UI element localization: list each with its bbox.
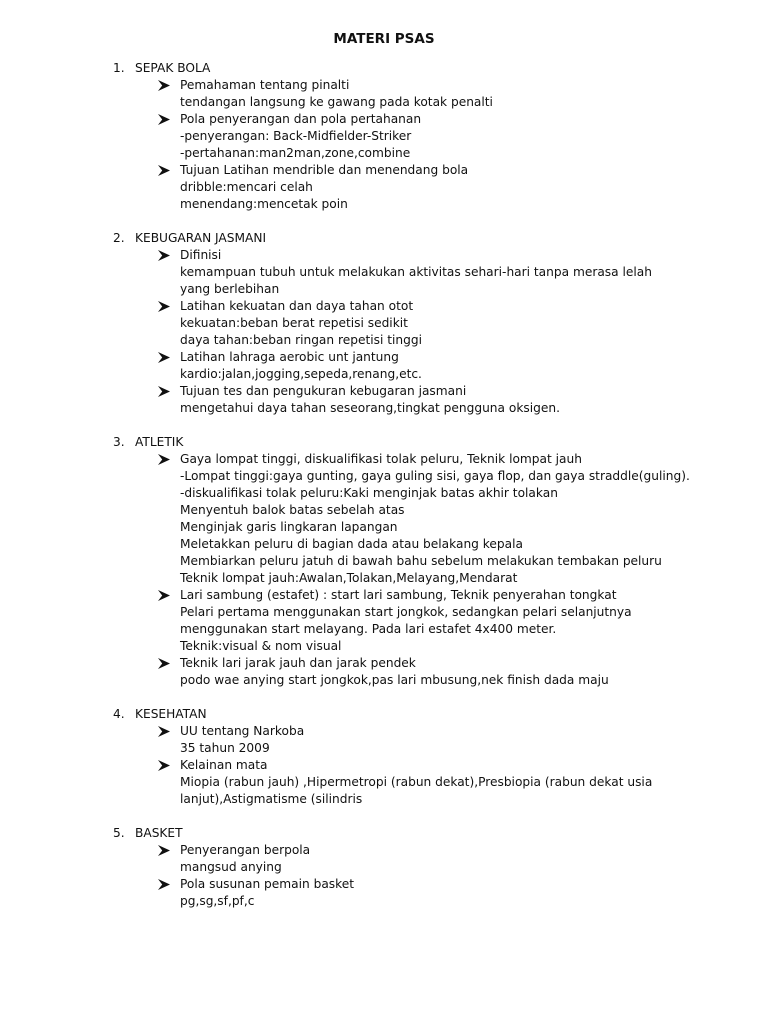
- bullet-item: [0, 383, 768, 417]
- arrowhead-bullet-icon: [158, 757, 172, 774]
- bullet-text: Latihan kekuatan dan daya tahan otot: [180, 299, 414, 313]
- bullet-text: Latihan lahraga aerobic unt jantung: [180, 350, 399, 364]
- bullet-text: Lari sambung (estafet) : start lari sambung, Teknik penyerahan tongkat: [180, 588, 617, 602]
- bullet-detail-line: 35 tahun 2009: [180, 741, 270, 755]
- arrowhead-bullet-icon: [158, 162, 172, 179]
- bullet-detail-line: menggunakan start melayang. Pada lari estafet 4x400 meter.: [180, 622, 557, 636]
- section-number: 5.: [113, 826, 125, 840]
- bullet-text: UU tentang Narkoba: [180, 724, 305, 738]
- bullet-item: [0, 655, 768, 689]
- bullet-item: [0, 842, 768, 876]
- bullet-text: Penyerangan berpola: [180, 843, 311, 857]
- section-list: [0, 60, 768, 927]
- bullet-detail-line: tendangan langsung ke gawang pada kotak penalti: [180, 95, 493, 109]
- arrowhead-bullet-icon: [158, 349, 172, 366]
- section-number: 2.: [113, 231, 125, 245]
- bullet-detail-line: -Lompat tinggi:gaya gunting, gaya guling sisi, gaya flop, dan gaya straddle(guling).: [180, 469, 690, 483]
- bullet-detail-line: pg,sg,sf,pf,c: [180, 894, 255, 908]
- bullet-detail-line: -pertahanan:man2man,zone,combine: [180, 146, 411, 160]
- bullet-detail-line: -penyerangan: Back-Midfielder-Striker: [180, 129, 412, 143]
- section-title: ATLETIK: [135, 435, 184, 449]
- bullet-item: [0, 451, 768, 587]
- section-title: KESEHATAN: [135, 707, 207, 721]
- bullet-text: Pola susunan pemain basket: [180, 877, 355, 891]
- bullet-text: Teknik lari jarak jauh dan jarak pendek: [180, 656, 416, 670]
- bullet-detail-line: Teknik lompat jauh:Awalan,Tolakan,Melayang,Mendarat: [180, 571, 518, 585]
- section-heading: [0, 60, 768, 77]
- bullet-detail-line: yang berlebihan: [180, 282, 280, 296]
- bullet-detail-line: mengetahui daya tahan seseorang,tingkat pengguna oksigen.: [180, 401, 560, 415]
- bullet-text: Difinisi: [180, 248, 222, 262]
- bullet-detail-line: Menyentuh balok batas sebelah atas: [180, 503, 405, 517]
- arrowhead-bullet-icon: [158, 723, 172, 740]
- bullet-item: [0, 587, 768, 655]
- bullet-item: [0, 111, 768, 162]
- arrowhead-bullet-icon: [158, 77, 172, 94]
- bullet-detail-line: lanjut),Astigmatisme (silindris: [180, 792, 363, 806]
- section-heading: [0, 434, 768, 451]
- arrowhead-bullet-icon: [158, 842, 172, 859]
- bullet-item: [0, 247, 768, 298]
- section-heading: [0, 230, 768, 247]
- arrowhead-bullet-icon: [158, 298, 172, 315]
- bullet-detail-line: podo wae anying start jongkok,pas lari mbusung,nek finish dada maju: [180, 673, 609, 687]
- section-2: [0, 230, 768, 417]
- bullet-text: Tujuan Latihan mendrible dan menendang bola: [180, 163, 469, 177]
- bullet-detail-line: Pelari pertama menggunakan start jongkok, sedangkan pelari selanjutnya: [180, 605, 632, 619]
- bullet-detail-line: kardio:jalan,jogging,sepeda,renang,etc.: [180, 367, 422, 381]
- bullet-detail-line: -diskualifikasi tolak peluru:Kaki menginjak batas akhir tolakan: [180, 486, 558, 500]
- bullet-detail-line: Teknik:visual & nom visual: [180, 639, 342, 653]
- bullet-text: Gaya lompat tinggi, diskualifikasi tolak peluru, Teknik lompat jauh: [180, 452, 582, 466]
- section-title: SEPAK BOLA: [135, 61, 211, 75]
- section-3: [0, 434, 768, 689]
- section-title: BASKET: [135, 826, 183, 840]
- section-number: 1.: [113, 61, 125, 75]
- section-5: [0, 825, 768, 910]
- arrowhead-bullet-icon: [158, 383, 172, 400]
- bullet-detail-line: kekuatan:beban berat repetisi sedikit: [180, 316, 408, 330]
- bullet-detail-line: Menginjak garis lingkaran lapangan: [180, 520, 398, 534]
- bullet-detail-line: mangsud anying: [180, 860, 282, 874]
- section-title: KEBUGARAN JASMANI: [135, 231, 267, 245]
- section-number: 3.: [113, 435, 125, 449]
- bullet-detail-line: Miopia (rabun jauh) ,Hipermetropi (rabun dekat),Presbiopia (rabun dekat usia: [180, 775, 653, 789]
- arrowhead-bullet-icon: [158, 247, 172, 264]
- section-number: 4.: [113, 707, 125, 721]
- document-title: MATERI PSAS: [333, 31, 435, 47]
- arrowhead-bullet-icon: [158, 111, 172, 128]
- arrowhead-bullet-icon: [158, 655, 172, 672]
- bullet-item: [0, 757, 768, 808]
- section-4: [0, 706, 768, 808]
- bullet-item: [0, 723, 768, 757]
- arrowhead-bullet-icon: [158, 876, 172, 893]
- bullet-item: [0, 162, 768, 213]
- bullet-text: Kelainan mata: [180, 758, 268, 772]
- arrowhead-bullet-icon: [158, 451, 172, 468]
- section-heading: [0, 825, 768, 842]
- arrowhead-bullet-icon: [158, 587, 172, 604]
- bullet-detail-line: menendang:mencetak poin: [180, 197, 348, 211]
- bullet-detail-line: dribble:mencari celah: [180, 180, 313, 194]
- section-1: [0, 60, 768, 213]
- bullet-detail-line: Meletakkan peluru di bagian dada atau belakang kepala: [180, 537, 523, 551]
- bullet-text: Pemahaman tentang pinalti: [180, 78, 350, 92]
- bullet-item: [0, 298, 768, 349]
- bullet-detail-line: daya tahan:beban ringan repetisi tinggi: [180, 333, 422, 347]
- bullet-item: [0, 349, 768, 383]
- section-heading: [0, 706, 768, 723]
- bullet-text: Pola penyerangan dan pola pertahanan: [180, 112, 422, 126]
- bullet-item: [0, 876, 768, 910]
- bullet-text: Tujuan tes dan pengukuran kebugaran jasmani: [180, 384, 467, 398]
- bullet-detail-line: Membiarkan peluru jatuh di bawah bahu sebelum melakukan tembakan peluru: [180, 554, 662, 568]
- bullet-detail-line: kemampuan tubuh untuk melakukan aktivitas sehari-hari tanpa merasa lelah: [180, 265, 652, 279]
- bullet-item: [0, 77, 768, 111]
